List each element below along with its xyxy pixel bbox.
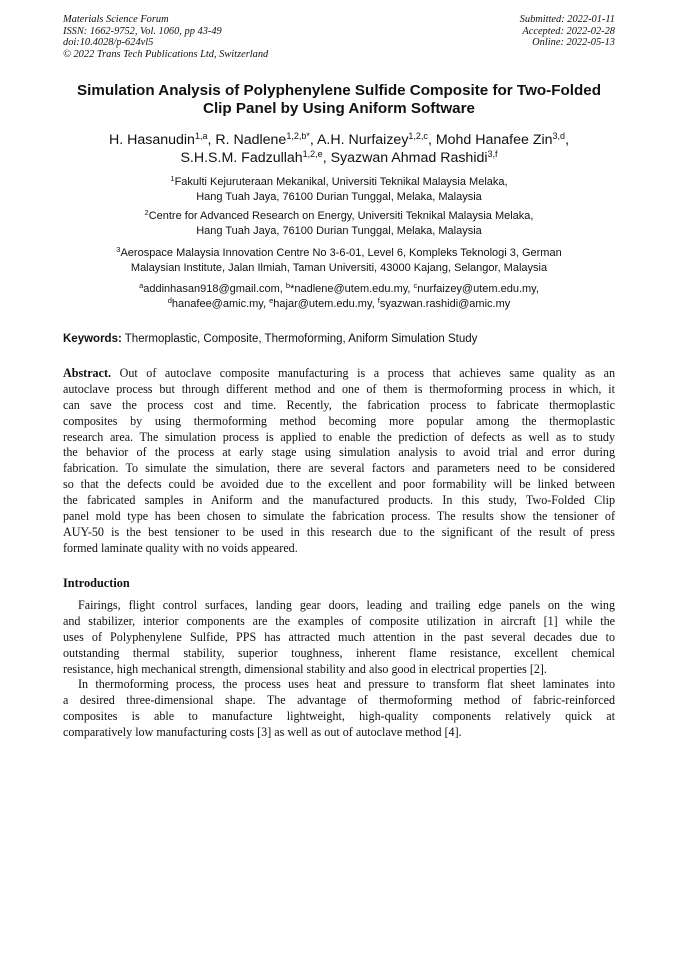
email-address: nurfaizey@utem.edu.my, — [417, 283, 539, 295]
abstract-line: research area. The simulation process is applied to enable the prediction of defects as well as to study — [63, 429, 615, 444]
submitted-date: Submitted: 2022-01-11 — [519, 14, 615, 25]
email-sup: c — [413, 281, 418, 290]
intro-line: uses of Polyphenylene Sulfide, PPS has attracted much attention in the past several decades due to — [63, 629, 615, 644]
abstract-line: AUY-50 is the best tensioner to be used in this research due to the significant of the result of press — [63, 524, 615, 539]
keywords — [63, 332, 615, 346]
email-sup: a — [139, 281, 144, 290]
email-address: syazwan.rashidi@amic.my — [379, 297, 511, 310]
author-line-1 — [40, 131, 638, 149]
email-line-1 — [40, 282, 638, 297]
abstract — [63, 366, 615, 557]
intro-line: In thermoforming process, the process uses heat and pressure to transform flat sheet laminates into — [78, 677, 615, 691]
intro-line: and stabilizer, interior components are the examples of composite utilization in aircraft [1] while the — [63, 613, 615, 628]
email-line-2 — [40, 297, 638, 312]
email-address: hanafee@amic.my, — [171, 297, 270, 310]
section-heading-introduction: Introduction — [63, 576, 130, 590]
author-affil-sup: 1,2,e — [302, 149, 323, 159]
abstract-line: the behavior of the process at early stage using simulation analysis to avoid trial and error during — [63, 445, 615, 460]
author-emails — [40, 282, 638, 311]
intro-paragraph-2 — [63, 677, 615, 741]
email-address: hajar@utem.edu.my, — [273, 297, 378, 310]
accepted-date: Accepted: 2022-02-28 — [522, 25, 615, 37]
keywords-text: Thermoplastic, Composite, Thermoforming, Aniform Simulation Study — [121, 333, 478, 345]
affiliation-line: Aerospace Malaysia Innovation Centre No 3-6-01, Level 6, Kompleks Teknologi 3, German — [120, 247, 562, 259]
author-list — [40, 131, 638, 167]
email-address: *nadlene@utem.edu.my, — [290, 283, 414, 295]
abstract-line: the fabricated samples in Aniform and the manufactured products. In this study, Two-Folded Clip — [63, 493, 615, 508]
author-affil-sup: 1,2,c — [408, 131, 428, 141]
abstract-line: formed laminate quality with no voids appeared. — [63, 540, 298, 555]
author-affil-sup: 3,d — [552, 131, 566, 141]
online-date: Online: 2022-05-13 — [532, 37, 615, 49]
affiliation-line: Hang Tuah Jaya, 76100 Durian Tunggal, Melaka, Malaysia — [196, 224, 482, 237]
affiliation-1 — [40, 175, 638, 204]
title-line-2: Clip Panel by Using Aniform Software — [202, 100, 475, 117]
abstract-label: Abstract. — [63, 366, 112, 380]
author-affil-sup: 3,f — [487, 149, 498, 159]
affiliation-3 — [40, 246, 638, 275]
affiliation-line: Centre for Advanced Research on Energy, Universiti Teknikal Malaysia Melaka, — [148, 210, 534, 222]
author-name: , R. Nadlene — [207, 132, 287, 148]
affiliation-line: Fakulti Kejuruteraan Mekanikal, Universiti Teknikal Malaysia Melaka, — [174, 176, 508, 188]
title-line-1: Simulation Analysis of Polyphenylene Sulfide Composite for Two-Folded — [76, 82, 601, 99]
journal-copyright: © 2022 Trans Tech Publications Ltd, Switzerland — [63, 48, 269, 60]
abstract-line: can save the process cost and time. Recently, the fabrication process to fabricate thermoplastic — [63, 397, 615, 412]
abstract-line: Out of autoclave composite manufacturing is a process that achieves same quality as an — [111, 366, 615, 380]
author-separator: , — [565, 132, 570, 148]
intro-line: resistance, high mechanical strength, dimensional stability and also good in electrical properties [2]. — [63, 661, 547, 676]
email-sup: f — [377, 295, 380, 305]
author-affil-sup: 1,2,b* — [286, 131, 310, 141]
paper-title — [50, 82, 628, 118]
affiliation-sup: 2 — [144, 208, 149, 217]
intro-line: a desired three-dimensional shape. The advantage of thermoforming method of fabric-reinforced — [63, 692, 615, 707]
journal-name: Materials Science Forum — [63, 14, 169, 25]
abstract-line: fabrication. To simulate the simulation, there are several factors and parameters need to be considered — [63, 461, 615, 476]
keywords-label: Keywords: — [63, 333, 122, 345]
abstract-line: autoclave process but through different method and one of them is thermoforming process in which, it — [63, 381, 615, 396]
intro-line: comparatively low manufacturing costs [3] as well as out of autoclave method [4]. — [63, 724, 462, 739]
journal-doi: doi:10.4028/p-624vl5 — [63, 37, 154, 49]
affiliation-sup: 3 — [116, 245, 121, 254]
author-line-2 — [40, 149, 638, 167]
author-name: , A.H. Nurfaizey — [309, 132, 409, 148]
journal-issn: ISSN: 1662-9752, Vol. 1060, pp 43-49 — [63, 25, 222, 37]
email-address: addinhasan918@gmail.com, — [143, 283, 286, 295]
intro-line: Fairings, flight control surfaces, landing gear doors, leading and trailing edge panels on the wing — [78, 598, 615, 612]
journal-info — [63, 14, 268, 60]
abstract-line: panel mold type has been chosen to simulate the fabrication process. The results show the tensioner of — [63, 509, 615, 524]
affiliation-2 — [40, 209, 638, 238]
submission-dates — [520, 14, 615, 49]
author-name: S.H.S.M. Fadzullah — [180, 150, 303, 166]
email-sup: e — [269, 295, 274, 305]
abstract-line: so that the defects could be avoided due to the excellent and poor formability will be linked between — [63, 477, 615, 492]
intro-line: composites is able to manufacture lightweight, high-quality components relatively quick at — [63, 708, 615, 723]
affiliation-sup: 1 — [170, 174, 175, 183]
author-affil-sup: 1,a — [194, 131, 208, 141]
author-name: , Mohd Hanafee Zin — [427, 132, 553, 148]
abstract-line: composites by using thermoforming method becoming more popular among the thermoplastic — [63, 413, 615, 428]
intro-line: outstanding thermal stability, superior toughness, inherent flame resistance, excellent chemical — [63, 645, 615, 660]
affiliation-line: Hang Tuah Jaya, 76100 Durian Tunggal, Melaka, Malaysia — [196, 190, 482, 203]
intro-paragraph-1 — [63, 598, 615, 677]
email-sup: d — [167, 295, 172, 305]
email-sup: b — [285, 281, 291, 290]
author-name: H. Hasanudin — [108, 132, 195, 148]
author-name: , Syazwan Ahmad Rashidi — [322, 150, 488, 166]
affiliation-line: Malaysian Institute, Jalan Ilmiah, Taman Universiti, 43000 Kajang, Selangor, Malaysia — [130, 261, 548, 274]
